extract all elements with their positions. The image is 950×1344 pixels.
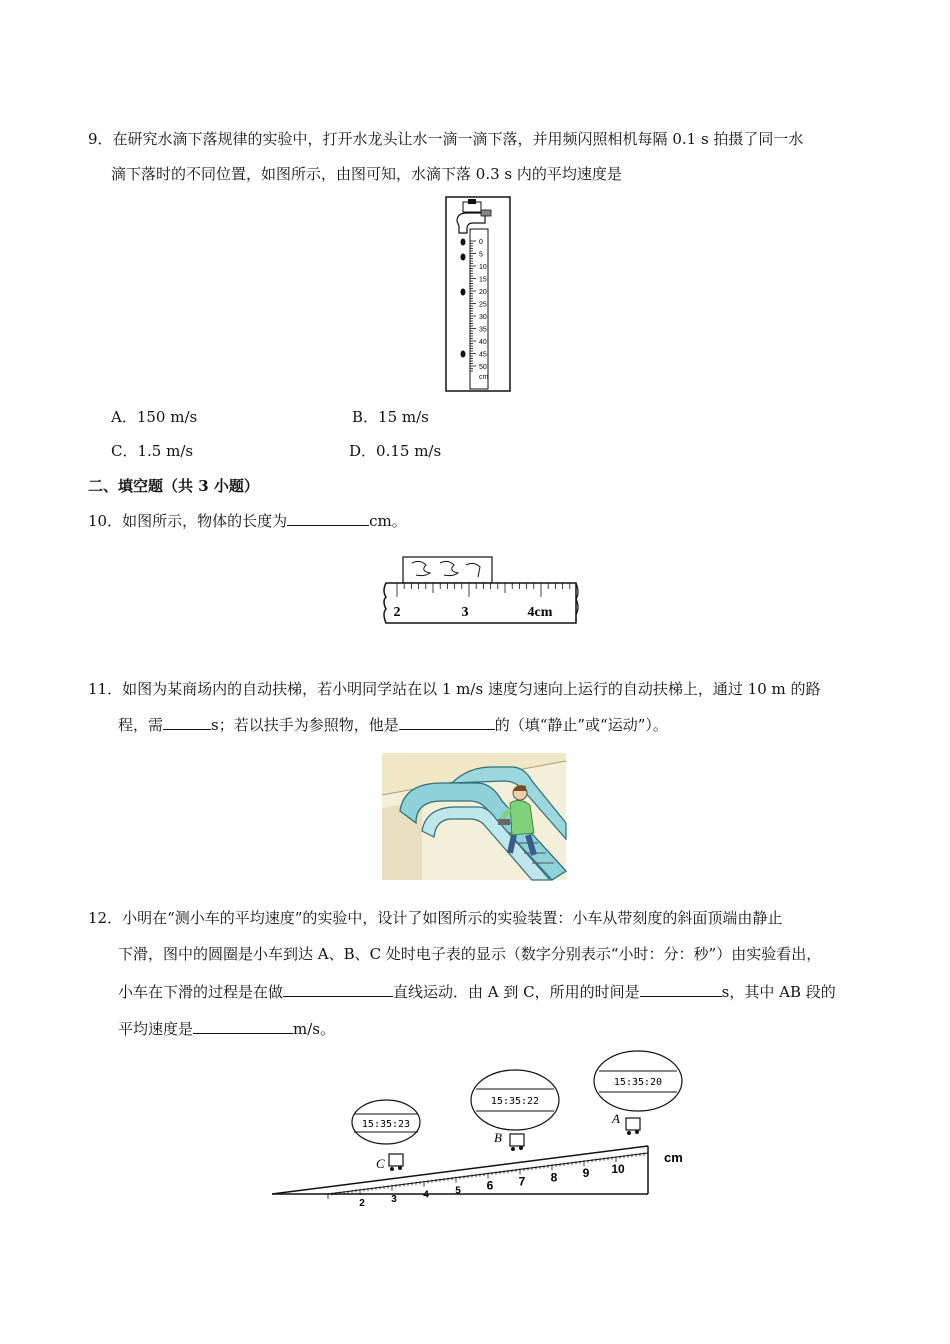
- option-b[interactable]: B．15 m/s: [352, 408, 429, 426]
- q9-ruler-label: 30: [479, 314, 487, 321]
- clock-b: [471, 1070, 559, 1130]
- q10-text-after: cm。: [369, 512, 407, 530]
- q9-ruler-label: 0: [479, 239, 483, 246]
- escalator-figure: [382, 753, 566, 880]
- q12-text-line4: [118, 1019, 335, 1039]
- q10-text-before: 10．如图所示，物体的长度为: [88, 512, 288, 530]
- cart-b: [510, 1134, 524, 1151]
- q9-ruler-label: 25: [479, 301, 487, 309]
- q10-text: [88, 511, 407, 531]
- q12-text-line1: 12．小明在“测小车的平均速度”的实验中，设计了如图所示的实验装置：小车从带刻度的斜面顶端由静止: [88, 909, 783, 927]
- water-drop-2: [461, 254, 466, 261]
- q11-text-line1: 11．如图为某商场内的自动扶梯，若小明同学站在以 1 m/s 速度匀速向上运行的自动扶梯上，通过 10 m 的路: [88, 680, 821, 698]
- measured-object: [403, 557, 492, 583]
- q9-ruler-label: 20: [479, 289, 487, 296]
- cart-a: [626, 1118, 640, 1135]
- q12-text-part-b: 直线运动．由 A 到 C，所用的时间是: [393, 983, 640, 1001]
- q10-answer-blank[interactable]: [287, 511, 369, 526]
- point-a-label: A: [612, 1111, 620, 1126]
- clock-c: [352, 1100, 420, 1144]
- section-title: 二、填空题（共 3 小题）: [88, 477, 259, 495]
- length-ruler-figure: [380, 553, 580, 631]
- q12-scale-label: 9: [582, 1166, 590, 1181]
- q11-text-part-b: s；若以扶手为参照物，他是: [211, 716, 399, 734]
- q11-text-part-c: 的（填“静止”或“运动”）。: [494, 716, 668, 734]
- q9-text-line1: 9．在研究水滴下落规律的实验中，打开水龙头让水一滴一滴下落，并用频闪照相机每隔 0.1 s 拍摄了同一水: [88, 130, 804, 148]
- q11-text-part-a: 程，需: [118, 716, 164, 734]
- q12-text-part-c: s，其中 AB 段的: [721, 983, 836, 1001]
- q11-answer-blank-1[interactable]: [163, 715, 211, 730]
- clock-b-time: 15:35:22: [490, 1096, 540, 1107]
- q12-answer-blank-1[interactable]: [283, 982, 393, 997]
- ruler-label-4cm: 4cm: [527, 605, 553, 620]
- q12-text-part-a: 小车在下滑的过程是在做: [118, 983, 284, 1001]
- q12-scale-label: 4: [423, 1189, 429, 1201]
- clock-c-time: 15:35:23: [361, 1119, 411, 1130]
- q12-scale-label: 6: [486, 1178, 494, 1193]
- point-c-label: C: [376, 1156, 385, 1171]
- q9-ruler-label: 40: [479, 339, 487, 346]
- q12-text-line2: 下滑，图中的圆圈是小车到达 A、B、C 处时电子表的显示（数字分别表示“小时：分：秒”）由实验看出，: [118, 945, 822, 963]
- q12-scale-label: 7: [518, 1174, 526, 1189]
- cart-c: [389, 1154, 403, 1171]
- q9-ruler-label: 35: [479, 326, 487, 334]
- q12-scale-label: 10: [611, 1162, 625, 1177]
- option-c[interactable]: C．1.5 m/s: [111, 442, 194, 460]
- q9-ruler-label: 15: [479, 276, 487, 284]
- option-d[interactable]: D．0.15 m/s: [349, 442, 442, 460]
- q12-text-part-d: 平均速度是: [118, 1020, 194, 1038]
- q12-answer-blank-2[interactable]: [640, 982, 722, 997]
- q12-scale-label: 8: [550, 1170, 558, 1185]
- q9-ruler-label: 45: [479, 351, 487, 359]
- option-a[interactable]: A．150 m/s: [111, 408, 198, 426]
- clock-a-time: 15:35:20: [613, 1077, 663, 1088]
- q11-text-line2: [118, 715, 668, 735]
- q9-ruler-label: 10: [479, 264, 487, 271]
- q9-text-line2: 滴下落时的不同位置，如图所示，由图可知，水滴下落 0.3 s 内的平均速度是: [111, 165, 622, 183]
- ruler-label-2: 2: [393, 605, 401, 620]
- q11-answer-blank-2[interactable]: [399, 715, 495, 730]
- point-b-label: B: [494, 1130, 502, 1145]
- water-drop-1: [461, 239, 466, 246]
- q12-scale-label: 5: [455, 1185, 461, 1197]
- water-drop-3: [461, 289, 466, 296]
- ruler-label-3: 3: [461, 605, 469, 620]
- q9-ruler-label: 50: [479, 364, 487, 371]
- clock-a: [594, 1051, 682, 1111]
- q12-scale-label: 2: [359, 1197, 365, 1209]
- water-drop-4: [461, 351, 466, 358]
- incline-experiment-figure: [268, 1048, 688, 1209]
- water-drop-figure: [445, 196, 511, 392]
- q9-ruler-label: cm: [479, 374, 489, 381]
- q12-scale-label: 3: [391, 1193, 397, 1205]
- q12-text-line3: [118, 982, 836, 1002]
- q12-answer-blank-3[interactable]: [193, 1019, 293, 1034]
- q9-ruler-label: 5: [479, 251, 483, 259]
- scale-unit-cm: cm: [664, 1150, 683, 1165]
- q12-text-part-e: m/s。: [293, 1020, 335, 1038]
